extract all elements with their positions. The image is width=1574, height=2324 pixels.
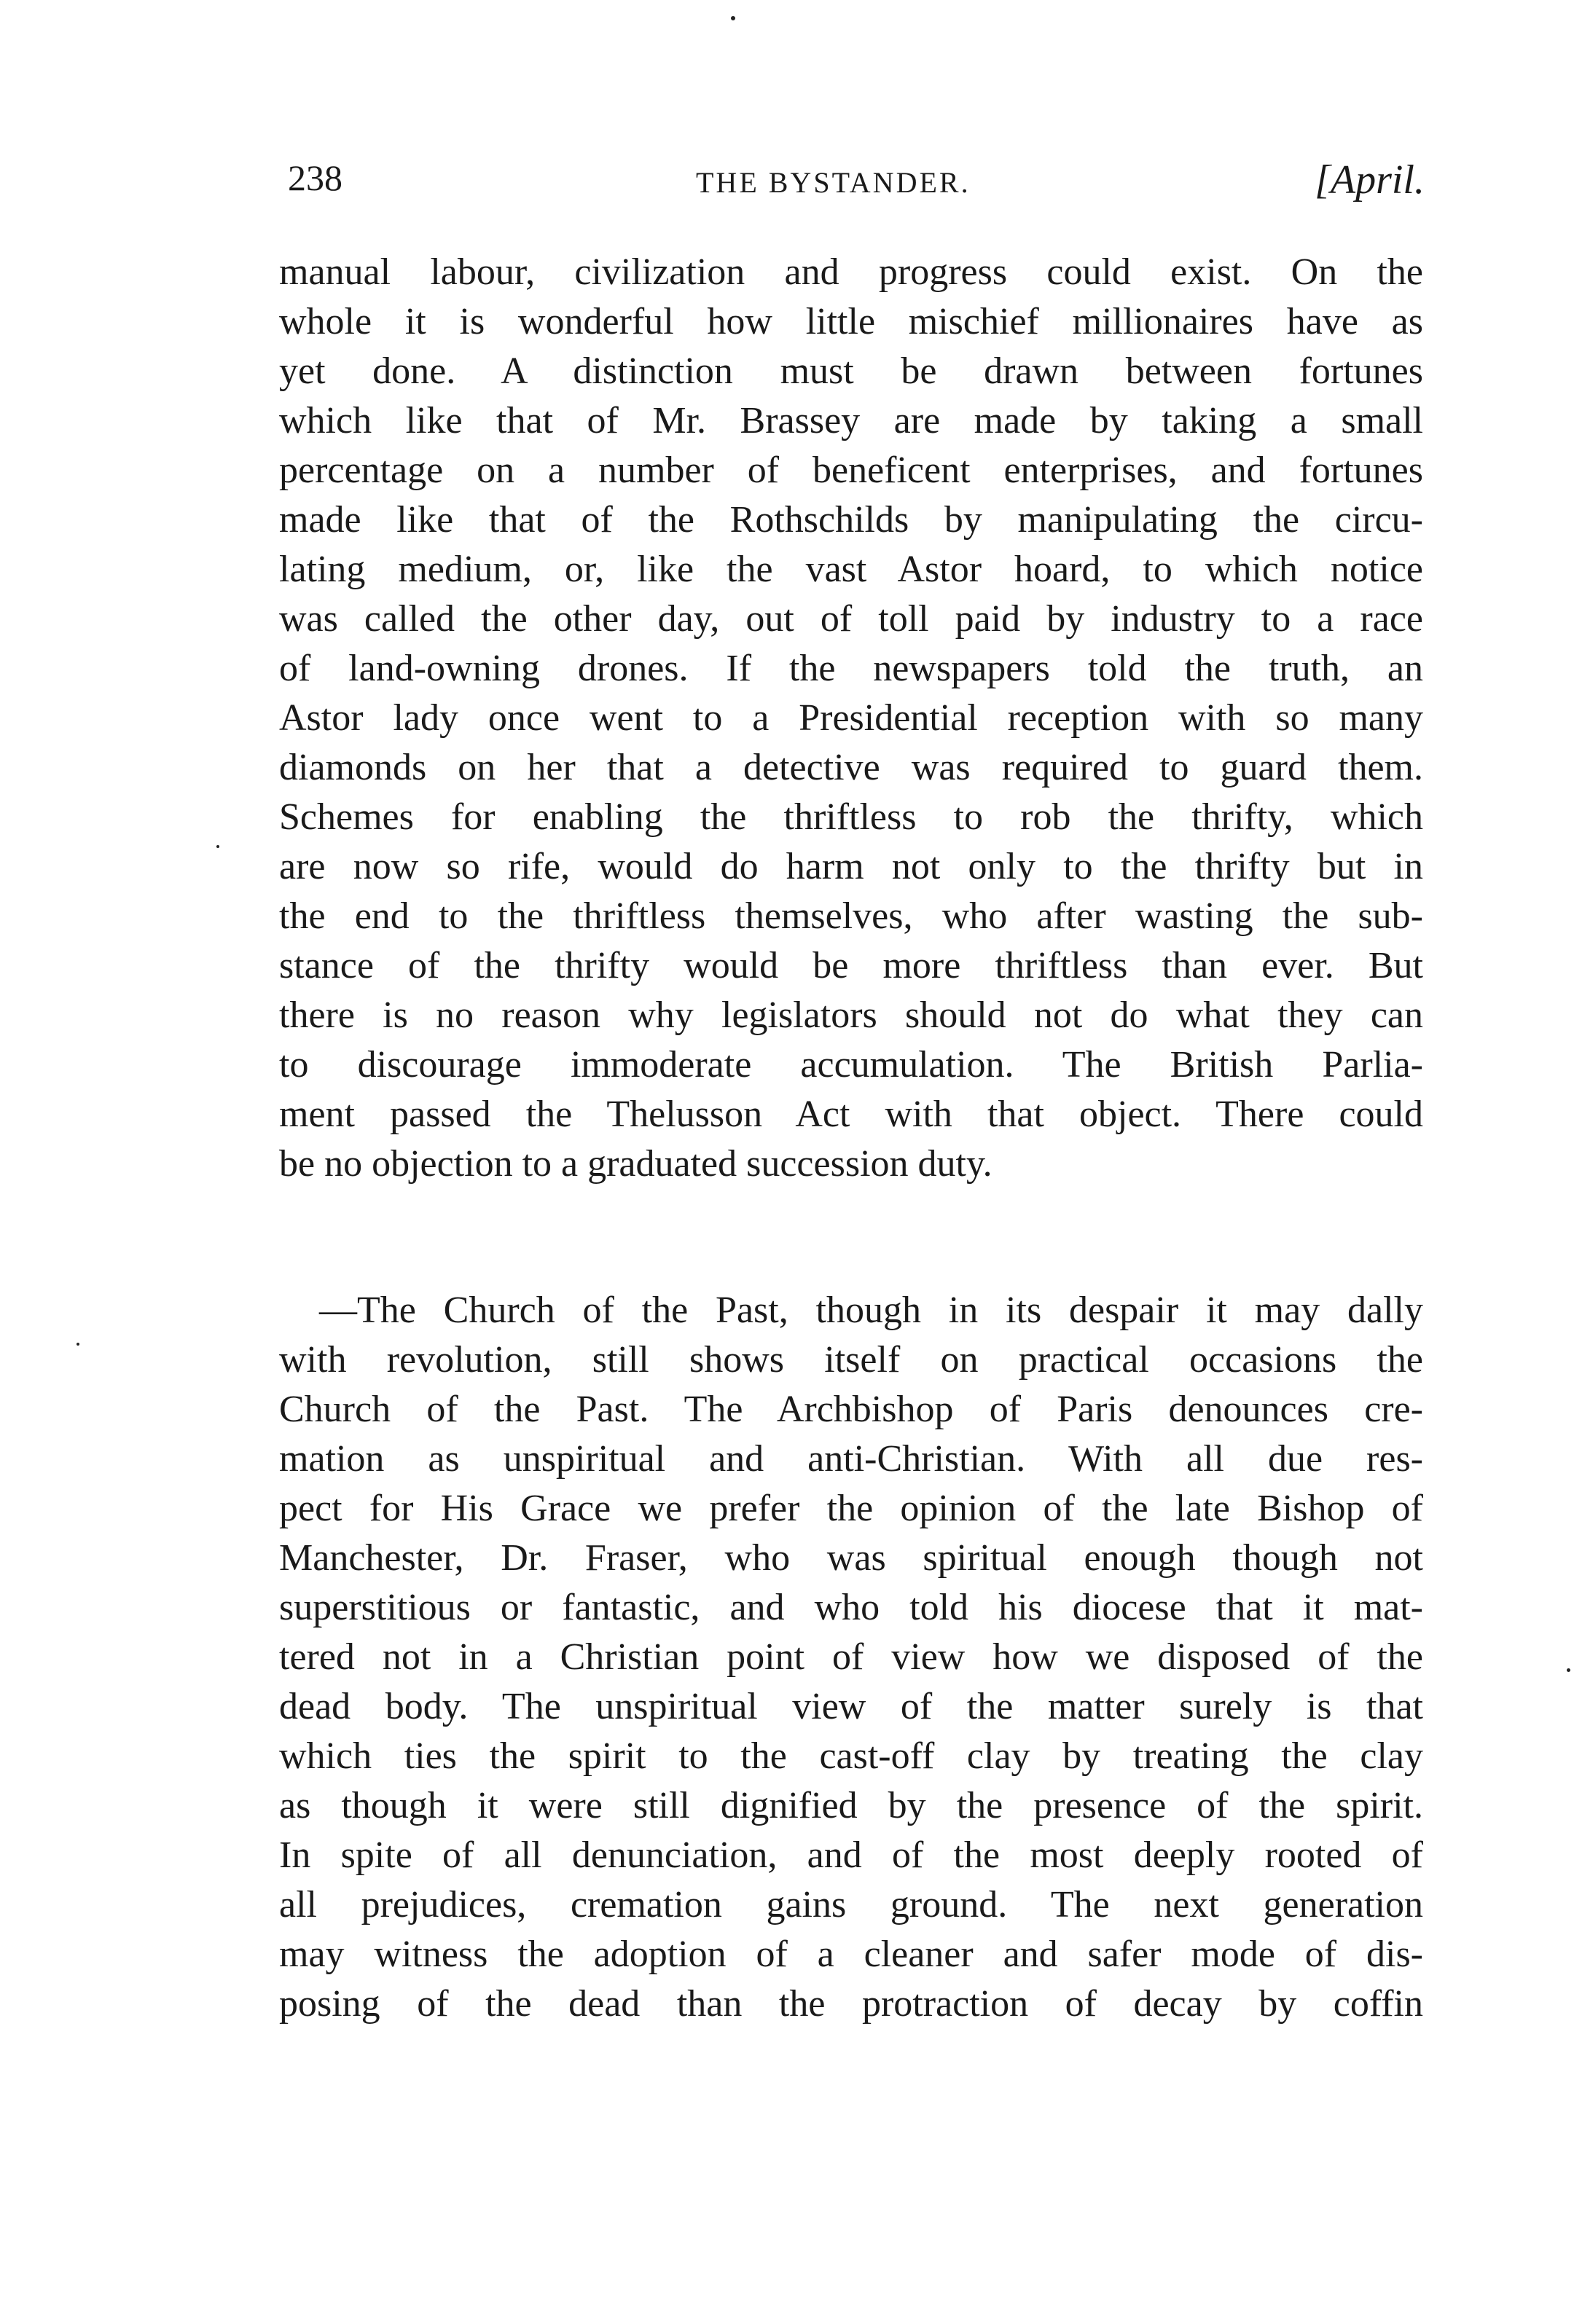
text-line: Manchester, Dr. Fraser, who was spiritual enough though not xyxy=(279,1537,1423,1579)
text-line: lating medium, or, like the vast Astor hoard, to which notice xyxy=(279,549,1423,590)
text-line: manual labour, civilization and progress could exist. On the xyxy=(279,251,1423,293)
text-line: be no objection to a graduated succession duty. xyxy=(279,1143,992,1185)
print-speck xyxy=(216,845,219,848)
text-line: of land-owning drones. If the newspapers told the truth, an xyxy=(279,648,1423,689)
text-line: with revolution, still shows itself on practical occasions the xyxy=(279,1339,1423,1381)
print-speck xyxy=(731,16,735,20)
text-line: there is no reason why legislators should not do what they can xyxy=(279,994,1423,1036)
text-line: was called the other day, out of toll paid by industry to a race xyxy=(279,598,1423,640)
text-line: percentage on a number of beneficent enterprises, and fortunes xyxy=(279,450,1423,491)
text-line: —The Church of the Past, though in its despair it may dally xyxy=(319,1289,1423,1331)
text-line: to discourage immoderate accumulation. The British Parlia- xyxy=(279,1044,1423,1086)
text-line: In spite of all denunciation, and of the most deeply rooted of xyxy=(279,1834,1423,1876)
page-header xyxy=(288,157,1425,215)
text-line: which ties the spirit to the cast-off clay by treating the clay xyxy=(279,1735,1423,1777)
print-speck xyxy=(77,1343,79,1346)
text-line: are now so rife, would do harm not only to the thrifty but in xyxy=(279,846,1423,887)
text-line: posing of the dead than the protraction of decay by coffin xyxy=(279,1983,1423,2025)
text-line: ment passed the Thelusson Act with that object. There could xyxy=(279,1094,1423,1135)
text-line: whole it is wonderful how little mischief millionaires have as xyxy=(279,301,1423,342)
text-line: may witness the adoption of a cleaner and safer mode of dis- xyxy=(279,1934,1423,1975)
text-line: all prejudices, cremation gains ground. The next generation xyxy=(279,1884,1423,1925)
text-line: pect for His Grace we prefer the opinion of the late Bishop of xyxy=(279,1488,1423,1529)
text-line: mation as unspiritual and anti-Christian. With all due res- xyxy=(279,1438,1423,1480)
text-line: made like that of the Rothschilds by manipulating the circu- xyxy=(279,499,1423,541)
text-line: which like that of Mr. Brassey are made by taking a small xyxy=(279,400,1423,441)
text-line: dead body. The unspiritual view of the matter surely is that xyxy=(279,1686,1423,1727)
paragraph-cremation xyxy=(279,1286,1423,2029)
text-line: Schemes for enabling the thriftless to rob the thrifty, which xyxy=(279,796,1423,838)
text-line: yet done. A distinction must be drawn between fortunes xyxy=(279,350,1423,392)
text-line: diamonds on her that a detective was required to guard them. xyxy=(279,747,1423,788)
text-line: Church of the Past. The Archbishop of Paris denounces cre- xyxy=(279,1389,1423,1430)
text-line: the end to the thriftless themselves, who after wasting the sub- xyxy=(279,895,1423,937)
text-line: Astor lady once went to a Presidential reception with so many xyxy=(279,697,1423,739)
text-line: superstitious or fantastic, and who told his diocese that it mat- xyxy=(279,1587,1423,1628)
text-line: tered not in a Christian point of view how we disposed of the xyxy=(279,1636,1423,1678)
text-line: stance of the thrifty would be more thriftless than ever. But xyxy=(279,945,1423,986)
text-line: as though it were still dignified by the presence of the spirit. xyxy=(279,1785,1423,1826)
print-speck xyxy=(1567,1668,1570,1672)
running-head: THE BYSTANDER. xyxy=(696,166,971,199)
paragraph-millionaires xyxy=(279,248,1423,1189)
section-mark: [April. xyxy=(1315,157,1425,203)
page-number: 238 xyxy=(288,157,342,198)
